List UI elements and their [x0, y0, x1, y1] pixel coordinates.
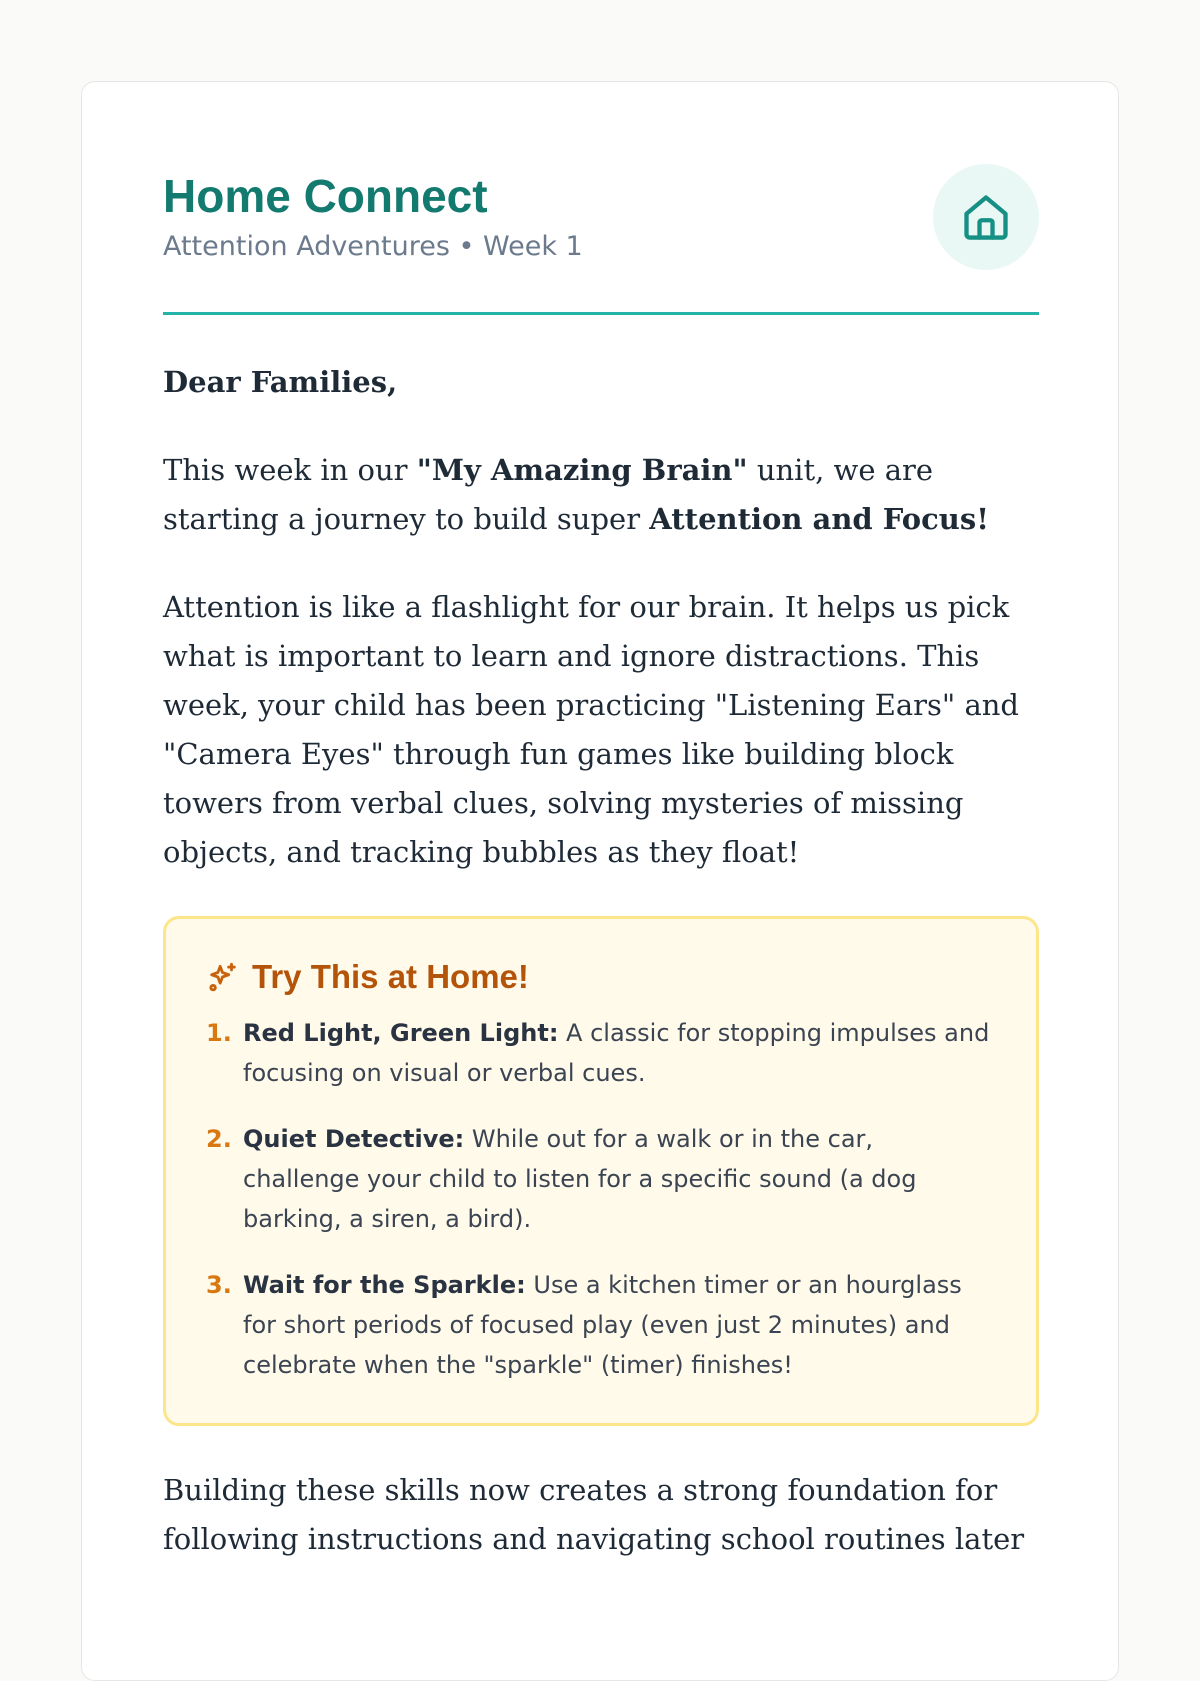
unit-name: "My Amazing Brain"	[416, 453, 748, 487]
intro-text-1: This week in our	[163, 453, 417, 487]
tip-name: Red Light, Green Light:	[243, 1019, 559, 1047]
tips-title: Try This at Home!	[252, 958, 529, 995]
page-subtitle: Attention Adventures • Week 1	[163, 231, 583, 262]
home-icon-badge	[933, 164, 1039, 270]
closing-paragraph: Building these skills now creates a strong foundation for following instructions and navigating school routines later	[163, 1473, 1025, 1556]
intro-paragraph	[163, 446, 1039, 544]
tips-header	[206, 957, 996, 997]
tip-text: A classic for stopping impulses and focusing on visual or verbal cues.	[243, 1019, 990, 1087]
page-title: Home Connect	[163, 170, 488, 222]
list-item	[206, 1119, 996, 1239]
letter-body	[163, 358, 1039, 1603]
item-number: 2.	[206, 1125, 232, 1153]
item-number: 1.	[206, 1019, 232, 1047]
intro-text-2: unit, we are starting a journey to build super	[163, 453, 934, 536]
newsletter-header	[163, 82, 1039, 314]
body-paragraph: Attention is like a flashlight for our brain. It helps us pick what is important to learn and ignore distractions. This week, your child has been practicing "Listening Ears" and "Camera Eyes" through fun games like building block towers from verbal clues, solving mysteries of missing objects, and tracking bubbles as they float!	[163, 590, 1019, 869]
item-number: 3.	[206, 1271, 232, 1299]
header-divider	[163, 312, 1039, 315]
newsletter-card	[81, 81, 1119, 1681]
greeting: Dear Families,	[163, 365, 398, 399]
sparkle-icon	[206, 960, 240, 994]
tips-list	[206, 1013, 996, 1385]
newsletter-content	[163, 82, 1039, 1556]
list-item	[206, 1013, 996, 1093]
tip-name: Wait for the Sparkle:	[243, 1271, 526, 1299]
tip-text: While out for a walk or in the car, challenge your child to listen for a specific sound (a dog barking, a siren, a bird).	[243, 1125, 917, 1233]
tip-name: Quiet Detective:	[243, 1125, 465, 1153]
tip-text: Use a kitchen timer or an hourglass for short periods of focused play (even just 2 minutes) and celebrate when the "sparkle" (timer) finishes!	[243, 1271, 962, 1379]
focus-topic: Attention and Focus!	[649, 502, 989, 536]
list-item	[206, 1265, 996, 1385]
try-at-home-box	[163, 916, 1039, 1426]
home-icon	[960, 191, 1012, 243]
